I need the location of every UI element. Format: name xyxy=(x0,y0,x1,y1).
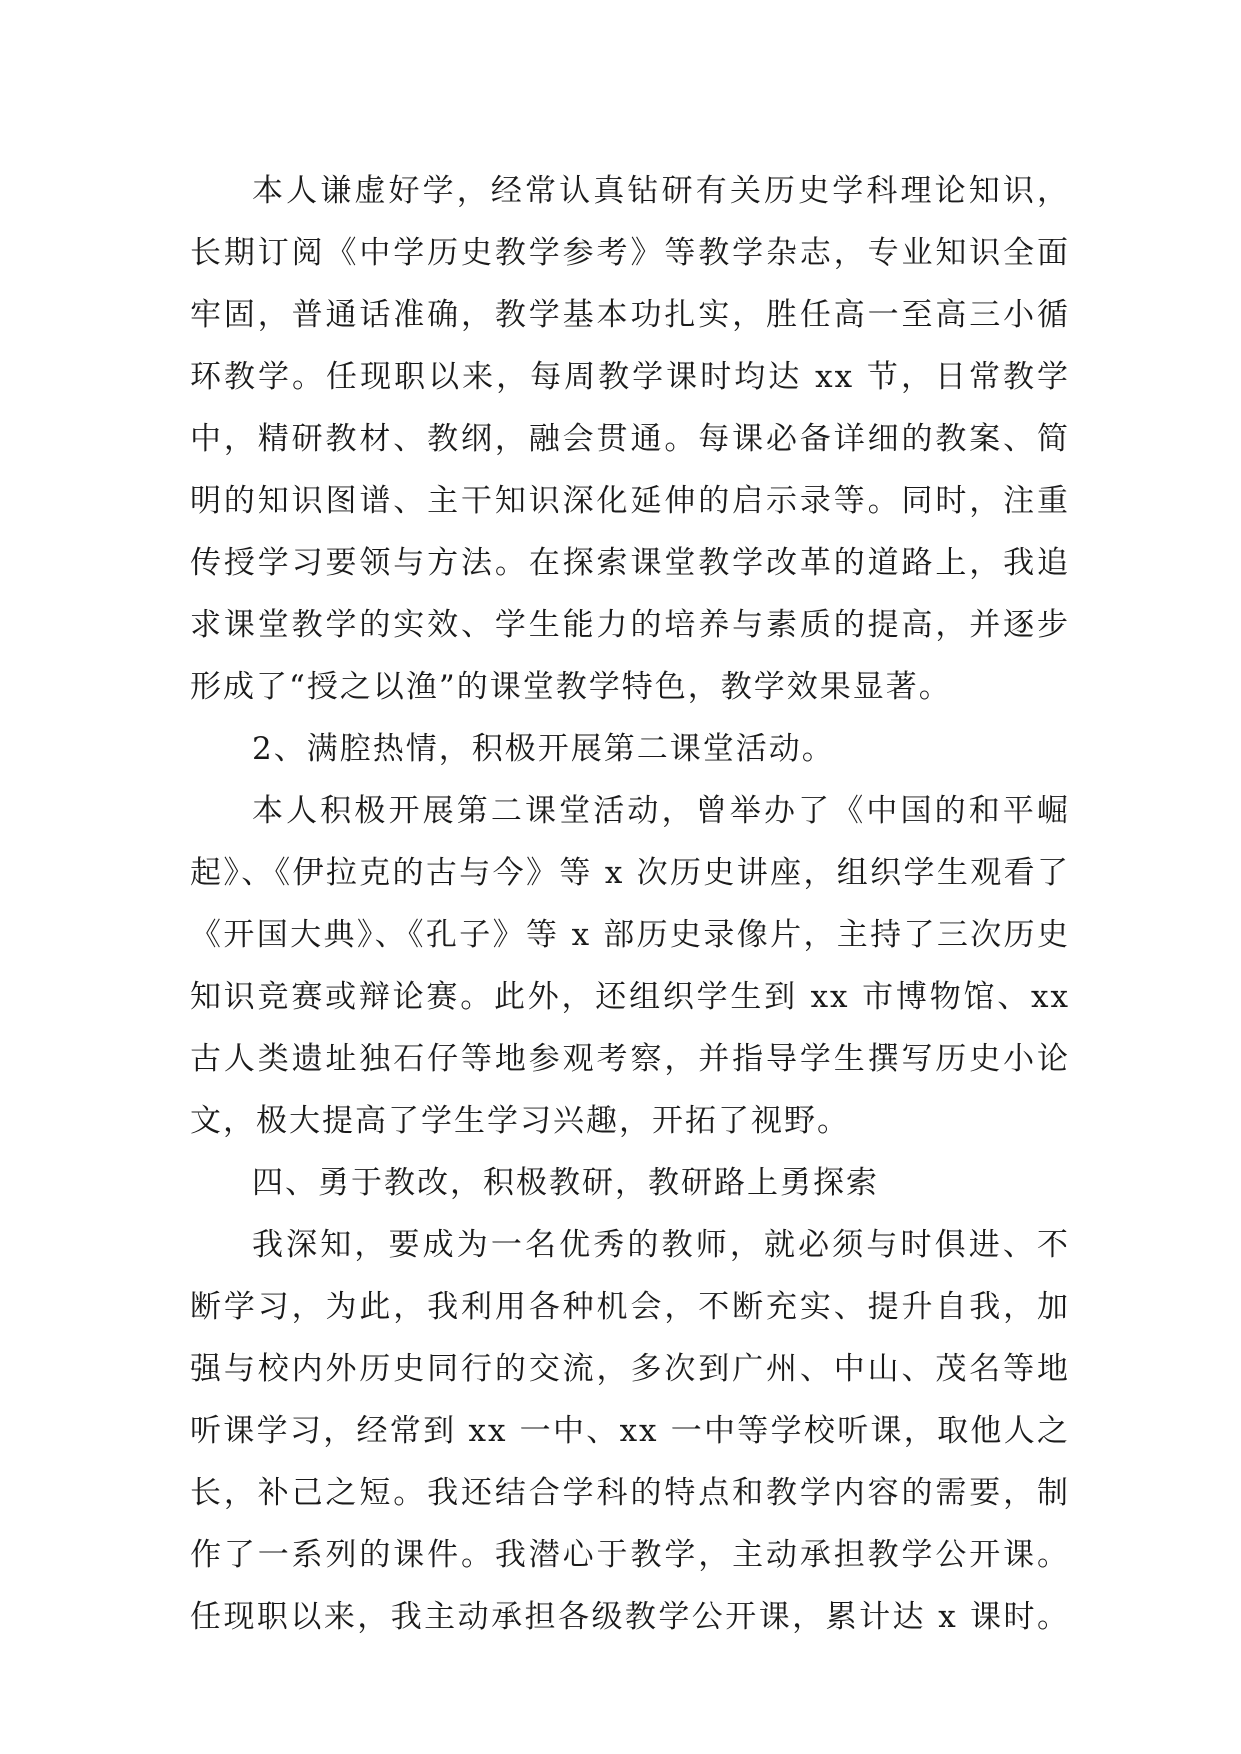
paragraph-line: 本人谦虚好学，经常认真钻研有关历史学科理论知识， xyxy=(252,173,1070,209)
section-heading: 2、满腔热情，积极开展第二课堂活动。 xyxy=(252,731,835,767)
paragraph-line: 长，补己之短。我还结合学科的特点和教学内容的需要，制 xyxy=(190,1475,1070,1511)
paragraph-line: 明的知识图谱、主干知识深化延伸的启示录等。同时，注重 xyxy=(190,483,1070,519)
paragraph-line: 知识竞赛或辩论赛。此外，还组织学生到 xx 市博物馆、xx xyxy=(190,979,1070,1015)
paragraph-line: 强与校内外历史同行的交流，多次到广州、中山、茂名等地 xyxy=(190,1351,1070,1387)
paragraph-line: 断学习，为此，我利用各种机会，不断充实、提升自我，加 xyxy=(190,1289,1070,1325)
paragraph-line: 我深知，要成为一名优秀的教师，就必须与时俱进、不 xyxy=(252,1227,1070,1263)
paragraph-line: 任现职以来，我主动承担各级教学公开课，累计达 x 课时。 xyxy=(190,1599,1070,1635)
paragraph-line: 形成了“授之以渔”的课堂教学特色，教学效果显著。 xyxy=(190,669,952,705)
paragraph-line: 中，精研教材、教纲，融会贯通。每课必备详细的教案、简 xyxy=(190,421,1070,457)
paragraph-line: 古人类遗址独石仔等地参观考察，并指导学生撰写历史小论 xyxy=(190,1041,1070,1077)
paragraph-line: 起》、《伊拉克的古与今》等 x 次历史讲座，组织学生观看了 xyxy=(190,855,1070,891)
paragraph-line: 文，极大提高了学生学习兴趣，开拓了视野。 xyxy=(190,1103,850,1139)
paragraph-line: 牢固，普通话准确，教学基本功扎实，胜任高一至高三小循 xyxy=(190,297,1070,333)
paragraph-line: 本人积极开展第二课堂活动，曾举办了《中国的和平崛 xyxy=(252,793,1070,829)
paragraph-line: 传授学习要领与方法。在探索课堂教学改革的道路上，我追 xyxy=(190,545,1070,581)
section-heading: 四、勇于教改，积极教研，教研路上勇探索 xyxy=(252,1165,879,1201)
paragraph-line: 求课堂教学的实效、学生能力的培养与素质的提高，并逐步 xyxy=(190,607,1070,643)
paragraph-line: 《开国大典》、《孔子》等 x 部历史录像片，主持了三次历史 xyxy=(190,917,1070,953)
paragraph-line: 听课学习，经常到 xx 一中、xx 一中等学校听课，取他人之 xyxy=(190,1413,1070,1449)
paragraph-line: 长期订阅《中学历史教学参考》等教学杂志，专业知识全面 xyxy=(190,235,1070,271)
paragraph-line: 环教学。任现职以来，每周教学课时均达 xx 节，日常教学 xyxy=(190,359,1070,395)
document-body xyxy=(190,160,1070,1648)
paragraph-line: 作了一系列的课件。我潜心于教学，主动承担教学公开课。 xyxy=(190,1537,1070,1573)
